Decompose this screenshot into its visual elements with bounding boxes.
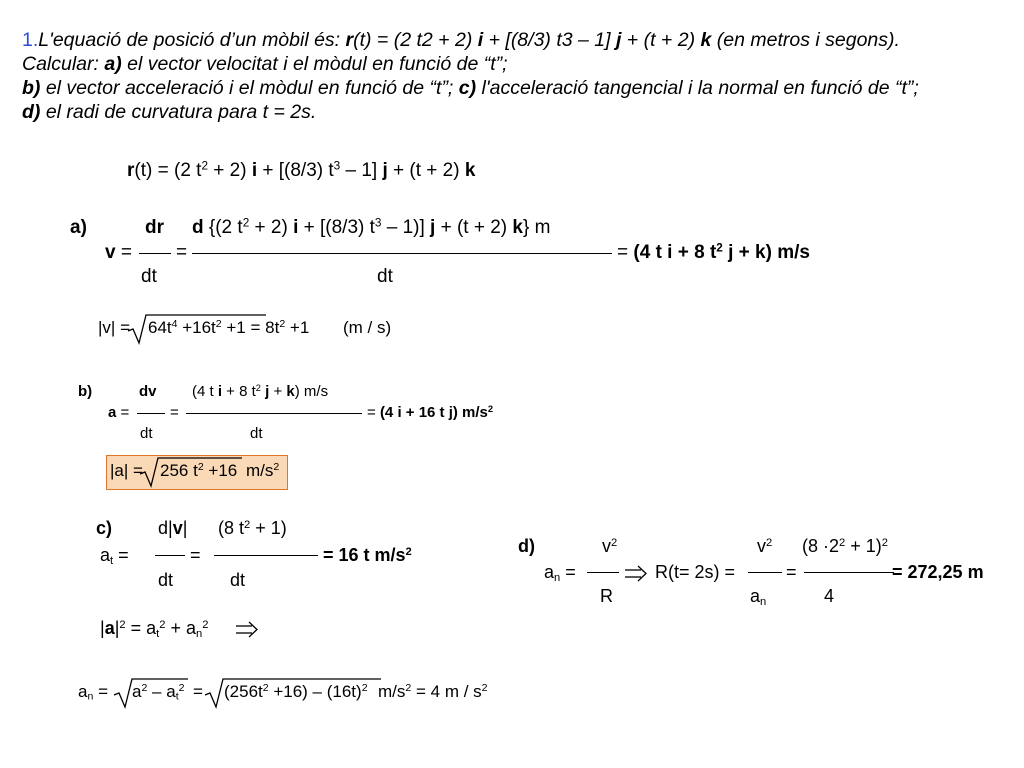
mod-v-expression: |v| = [98,318,131,337]
an-radicand-1: $a^2 - a_t^2$ [132,682,185,703]
part-c-eq2: = [190,545,201,565]
mod-v-radicand: $64t^4 +16t^2 +1 = 8t^2 +1$ [148,318,310,337]
mod-a-units: $m/s^2$ [246,461,280,480]
part-d-den-4: 4 [824,586,835,606]
implies-arrow-d [625,566,649,582]
part-a-label: a) [70,217,87,238]
part-b-label: b) [78,383,93,400]
fraction-bar-dr-dt [139,253,171,254]
part-d-eq2: = [786,562,797,582]
fraction-bar-dv-dt [137,413,165,414]
part-c-dv: d|v| [158,518,188,538]
mod-a-expression: |a| = [110,461,143,480]
problem-line-3: b) el vector acceleració i el mòdul en funció de “t”; c) l'acceleració tangencial i la normal en funció de “t”; [22,77,919,99]
part-c-numerator: (8 $t^2 + 1$) [218,518,287,538]
fraction-bar-long [192,253,612,254]
part-d-numerator: $(8 \cdot 2^2 + 1)^2$ [802,536,888,556]
part-a-numerator: d {(2 $t^2 + 2$) i + [(8/3) $t^3 - 1$)] j + (t + 2) k} m [192,216,551,238]
mod-a-radicand: 256 $t^2 +16$ [160,461,238,480]
fraction-bar-d1 [587,572,619,573]
problem-number: 1. [22,29,39,51]
fraction-bar-d2 [748,572,782,573]
part-d-v2-2: $v^2$ [757,536,773,556]
part-d-result: = 272,25 m [892,562,984,582]
part-a-dt2: dt [377,266,393,287]
an-expression: $a_n$ = [78,682,108,703]
part-c-dt1: dt [158,570,174,590]
problem-statement [22,28,1012,124]
part-b-result: = (4 i + 16 t j) $m/s^2$ [367,403,494,421]
part-b-dv: dv [139,383,157,400]
part-d-an: $a_n$ = [544,562,576,584]
part-a-dr: dr [145,217,164,238]
part-b-dt1: dt [140,425,153,442]
part-b-eq2: = [170,404,179,421]
part-a-dt1: dt [141,266,157,287]
part-b-numerator: (4 t i + 8 $t^2$ j + k) m/s [192,382,329,400]
an-radicand-2: $(256t^2 +16) - (16t)^2$ [224,682,368,701]
part-c-result: = 16 t $m/s^2$ [323,545,412,565]
part-a-eq2: = [176,242,188,263]
part-d-an-den: $a_n$ [750,586,767,608]
position-equation: r(t) = (2 $t^2 + 2$) i + [(8/3) $t^3 - 1$] j + (t + 2) k [127,159,476,181]
fraction-bar-d3 [804,572,894,573]
part-d-v2-1: $v^2$ [602,536,618,556]
part-c-at: $a_t$ = [100,545,129,567]
mod-v-units: (m / s) [343,318,392,337]
problem-line-1: 1.L'equació de posició d’un mòbil és: r(t) = (2 t2 + 2) i + [(8/3) t3 – 1] j + (t + 2) k (en metros i segons). [22,29,900,51]
an-result: $m/s^2 = 4$ m / $s^2$ [378,682,488,701]
part-d-R: R [600,586,613,606]
an-eq2: = [193,682,203,701]
part-d-radius-label: R(t= 2s) = [655,562,736,582]
part-d-label: d) [518,536,535,556]
problem-line-2: Calcular: a) el vector velocitat i el mòdul en funció de “t”; [22,53,508,75]
part-b-a: a = [108,404,130,421]
fraction-bar-c1 [155,555,185,556]
part-b-dt2: dt [250,425,263,442]
fraction-bar-c2 [214,555,318,556]
part-a-v: v = [105,242,132,263]
part-a-result: = (4 t i + 8 $t^2$ j + k) m/s [617,241,810,263]
fraction-bar-b [186,413,362,414]
part-c-label: c) [96,518,113,538]
problem-line-4: d) el radi de curvatura para t = 2s. [22,101,317,123]
implies-arrow-c [236,622,260,638]
part-c-dt2: dt [230,570,246,590]
acceleration-relation: $|a|^2 = a_t^2 + a_n^2$ [100,618,209,640]
